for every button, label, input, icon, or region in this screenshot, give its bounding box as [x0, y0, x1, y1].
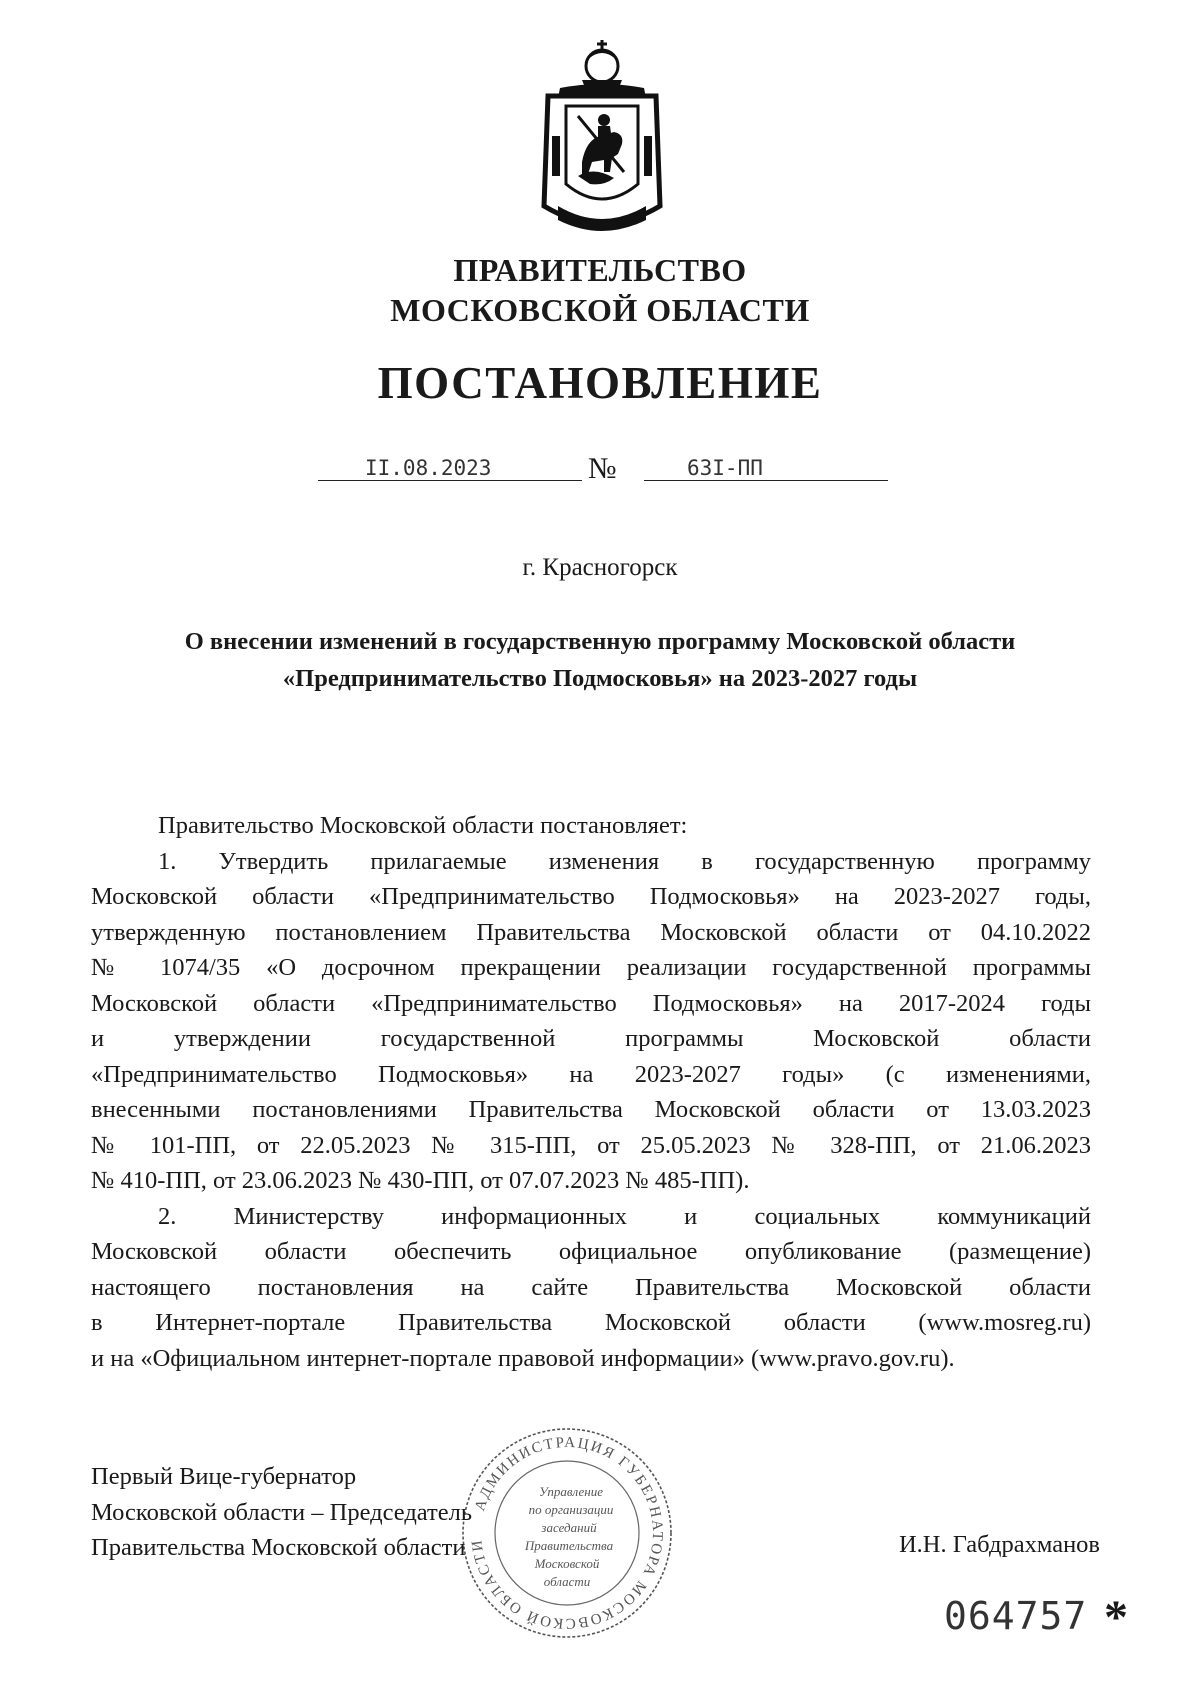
subject-line2: «Предпринимательство Подмосковья» на 2023-2027 годы	[282, 665, 918, 692]
svg-text:по организации: по организации	[528, 1502, 614, 1517]
date-underline	[318, 480, 582, 481]
item2-line: Московской области обеспечить официальное опубликование (размещение)	[91, 1238, 1091, 1265]
item1-line: внесенными постановлениями Правительства Московской области от 13.03.2023	[91, 1096, 1091, 1123]
svg-text:Московской: Московской	[534, 1556, 600, 1571]
crown-icon	[582, 40, 622, 90]
item1-line: № 410-ПП, от 23.06.2023 № 430-ПП, от 07.07.2023 № 485-ПП).	[91, 1167, 750, 1194]
item1-line: и утверждении государственной программы Московской области	[91, 1025, 1091, 1052]
serial-mark: *	[1104, 1591, 1128, 1644]
item2-line: в Интернет-портале Правительства Московской области (www.mosreg.ru)	[91, 1309, 1091, 1336]
document-date: II.08.2023	[365, 456, 492, 480]
item1-line: № 1074/35 «О досрочном прекращении реализации государственной программы	[91, 954, 1091, 981]
svg-text:Управление: Управление	[538, 1484, 604, 1499]
svg-text:АДМИНИСТРАЦИЯ ГУБЕРНАТОРА МОСК: АДМИНИСТРАЦИЯ ГУБЕРНАТОРА МОСКОВСКОЙ ОБЛАСТИ	[469, 1434, 666, 1632]
city: г. Красногорск	[522, 554, 678, 581]
serial-number: 064757	[944, 1594, 1088, 1638]
document-number: 63I-ПП	[687, 456, 763, 480]
number-sign: №	[588, 452, 617, 485]
number-underline	[644, 480, 888, 481]
subject-line1: О внесении изменений в государственную программу Московской области	[184, 628, 1016, 655]
signer-name: И.Н. Габдрахманов	[898, 1531, 1100, 1558]
coat-of-arms-emblem	[538, 36, 666, 241]
item2-line: настоящего постановления на сайте Правительства Московской области	[91, 1273, 1091, 1301]
item1-line: «Предпринимательство Подмосковья» на 2023-2027 годы» (с изменениями,	[91, 1060, 1091, 1088]
document-body	[91, 808, 1091, 1376]
svg-text:Правительства: Правительства	[524, 1538, 614, 1553]
organization-name-line2: МОСКОВСКОЙ ОБЛАСТИ	[390, 292, 810, 328]
item1-line: Московской области «Предпринимательство Подмосковья» на 2023-2027 годы,	[91, 883, 1091, 910]
item1-line: № 101-ПП, от 22.05.2023 № 315-ПП, от 25.05.2023 № 328-ПП, от 21.06.2023	[91, 1131, 1091, 1159]
item1-line: Московской области «Предпринимательство Подмосковья» на 2017-2024 годы	[91, 989, 1091, 1017]
signatory-position-line1: Первый Вице-губернатор	[91, 1463, 357, 1490]
official-stamp	[456, 1422, 678, 1644]
preamble: Правительство Московской области постановляет:	[158, 812, 688, 839]
item2-line: 2. Министерству информационных и социальных коммуникаций	[158, 1202, 1091, 1230]
svg-text:заседаний: заседаний	[541, 1520, 597, 1535]
signatory-position-line2: Московской области – Председатель	[91, 1498, 473, 1526]
item2-line: и на «Официальном интернет-портале правовой информации» (www.pravo.gov.ru).	[91, 1344, 955, 1372]
svg-text:области: области	[543, 1574, 591, 1589]
signatory-position	[91, 1459, 472, 1566]
organization-name-line1: ПРАВИТЕЛЬСТВО	[453, 252, 747, 288]
item1-line: утвержденную постановлением Правительства Московской области от 04.10.2022	[91, 918, 1091, 946]
item1-line: 1. Утвердить прилагаемые изменения в государственную программу	[158, 847, 1091, 875]
signatory-position-line3: Правительства Московской области	[91, 1534, 466, 1561]
document-type-title: ПОСТАНОВЛЕНИЕ	[377, 358, 823, 408]
